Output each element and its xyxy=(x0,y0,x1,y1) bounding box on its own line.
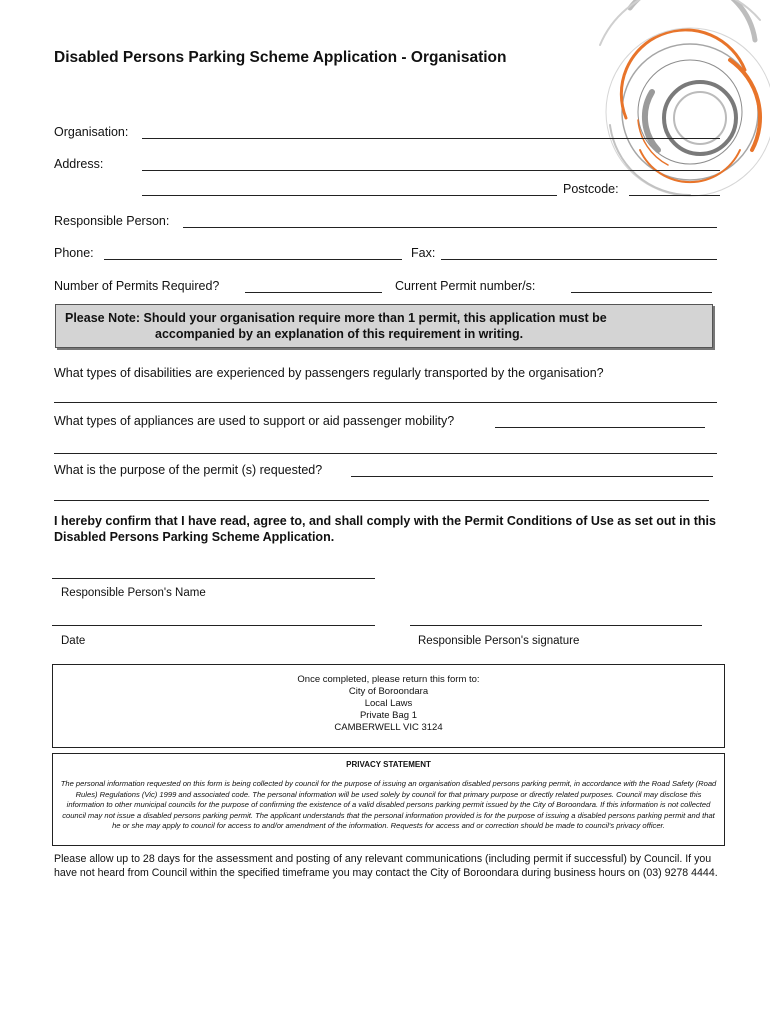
responsible-person-label: Responsible Person: xyxy=(54,214,170,228)
phone-field-line[interactable] xyxy=(104,259,402,260)
purpose-answer-line-1[interactable] xyxy=(351,476,713,477)
organisation-label: Organisation: xyxy=(54,125,129,139)
signature-line[interactable] xyxy=(410,625,702,626)
name-signature-line[interactable] xyxy=(52,578,375,579)
please-note-line-1: Please Note: Should your organisation require more than 1 permit, this application must be xyxy=(65,311,607,325)
purpose-question: What is the purpose of the permit (s) requested? xyxy=(54,463,323,477)
confirmation-statement: I hereby confirm that I have read, agree to, and shall comply with the Permit Conditions of Use as set out in this Disabled Persons Parking Scheme Application. xyxy=(54,514,716,544)
disabilities-answer-line[interactable] xyxy=(54,402,717,403)
responsible-person-field-line[interactable] xyxy=(183,227,717,228)
current-permit-label: Current Permit number/s: xyxy=(395,279,536,293)
return-address-box xyxy=(52,664,725,748)
postcode-field-line[interactable] xyxy=(629,195,720,196)
please-note-box xyxy=(55,304,713,348)
return-instruction: Once completed, please return this form to: xyxy=(297,674,480,685)
responsible-person-name-label: Responsible Person's Name xyxy=(61,587,206,599)
disabilities-question: What types of disabilities are experienced by passengers regularly transported by the organisation? xyxy=(54,366,604,380)
address-label: Address: xyxy=(54,157,104,171)
return-department: Local Laws xyxy=(364,698,413,709)
postcode-label: Postcode: xyxy=(563,182,619,196)
processing-time-note: Please allow up to 28 days for the assessment and posting of any relevant communications (including permit if successful) by Council. If you have not heard from Council within the specified timeframe you may contact the City of Boroondara during business hours on (03) 9278 4444. xyxy=(54,853,718,879)
appliances-question: What types of appliances are used to support or aid passenger mobility? xyxy=(54,414,455,428)
address-line-2[interactable] xyxy=(142,195,557,196)
fax-label: Fax: xyxy=(411,246,436,260)
please-note-line-2: accompanied by an explanation of this requirement in writing. xyxy=(155,327,524,341)
responsible-person-signature-label: Responsible Person's signature xyxy=(418,635,580,647)
phone-label: Phone: xyxy=(54,246,94,260)
date-label: Date xyxy=(61,635,86,647)
appliances-answer-line-2[interactable] xyxy=(54,453,717,454)
privacy-statement-text: The personal information requested on this form is being collected by council for the purpose of issuing an organisation disabled persons parking permit, in accordance with the Road Safety (Road Rules) Regulations (Vic) 1999 and associated code. The personal information will be used solely by council for that primary purpose or directly related purposes. Council may disclose this information to other municipal councils for the purpose of confirming the existence of a valid disabled persons parking permit issued by the City of Boroondara. If this information is not collected council may not issue a disabled persons parking permit. The applicant understands that the personal information provided is for the purpose of issuing a disabled persons parking permit and that he or she may apply to council for access to and/or amendment of the information. Requests for access and or correction should be made to council's privacy officer. xyxy=(60,779,717,831)
current-permit-field-line[interactable] xyxy=(571,292,712,293)
decorative-circles-graphic xyxy=(540,0,770,205)
purpose-answer-line-2[interactable] xyxy=(54,500,709,501)
permits-required-label: Number of Permits Required? xyxy=(54,279,220,293)
return-suburb: CAMBERWELL VIC 3124 xyxy=(334,722,443,733)
permits-required-field-line[interactable] xyxy=(245,292,382,293)
date-signature-line[interactable] xyxy=(52,625,375,626)
address-line-1[interactable] xyxy=(142,170,720,171)
fax-field-line[interactable] xyxy=(441,259,717,260)
privacy-statement-title: PRIVACY STATEMENT xyxy=(346,760,431,769)
organisation-field-line[interactable] xyxy=(142,138,720,139)
privacy-statement-box xyxy=(52,753,725,846)
form-title: Disabled Persons Parking Scheme Application - Organisation xyxy=(54,49,507,66)
return-council-name: City of Boroondara xyxy=(348,686,429,697)
appliances-answer-line-1[interactable] xyxy=(495,427,705,428)
return-private-bag: Private Bag 1 xyxy=(359,710,418,721)
